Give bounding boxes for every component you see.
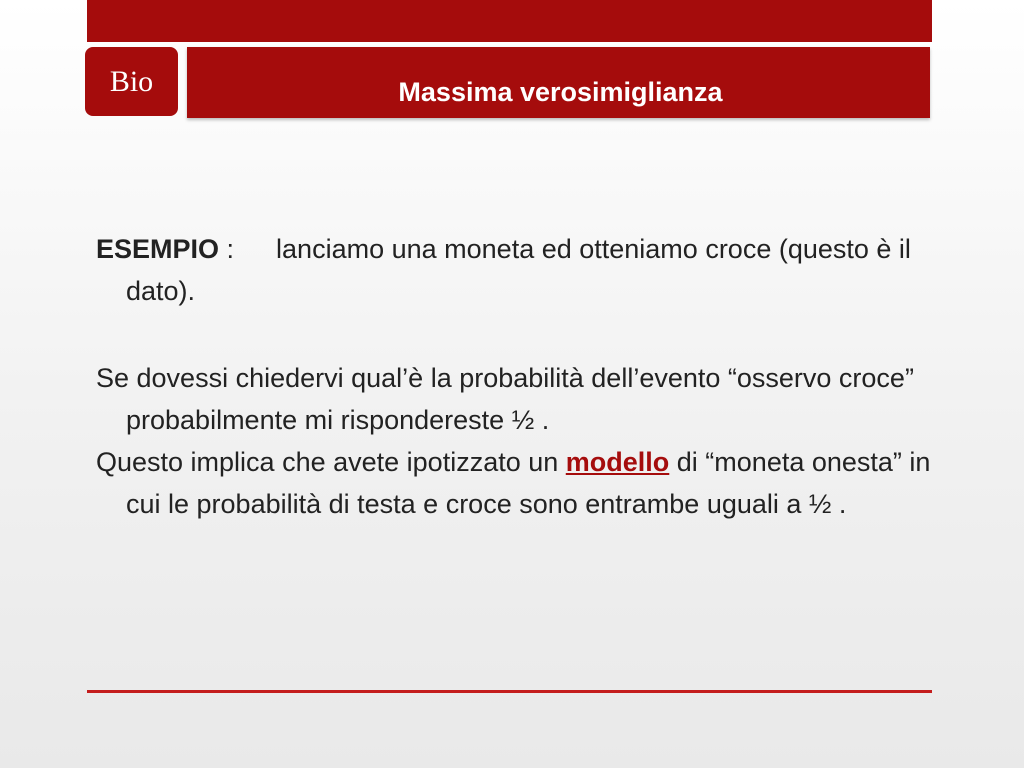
paragraph-example xyxy=(96,228,936,312)
slide-content xyxy=(96,228,936,525)
paragraph-model xyxy=(96,441,936,525)
model-text-before: Questo implica che avete ipotizzato un xyxy=(96,447,566,477)
bottom-rule xyxy=(87,690,932,693)
top-bar xyxy=(87,0,932,42)
bio-badge xyxy=(85,47,178,116)
model-text-after: di “moneta onesta” in cui le probabilità di testa e croce sono entrambe uguali a ½ . xyxy=(126,447,931,519)
example-text: lanciamo una moneta ed otteniamo croce (questo è il dato). xyxy=(126,234,911,306)
title-bar xyxy=(187,47,930,118)
paragraph-question xyxy=(96,357,936,441)
bio-badge-label: Bio xyxy=(109,64,154,98)
example-label: ESEMPIO xyxy=(96,234,220,264)
question-text: Se dovessi chiedervi qual’è la probabilità dell’evento “osservo croce” probabilmente mi rispondereste ½ . xyxy=(96,363,914,435)
model-highlight: modello xyxy=(565,447,670,477)
example-separator: : xyxy=(219,234,235,264)
slide-title: Massima verosimiglianza xyxy=(398,77,723,107)
